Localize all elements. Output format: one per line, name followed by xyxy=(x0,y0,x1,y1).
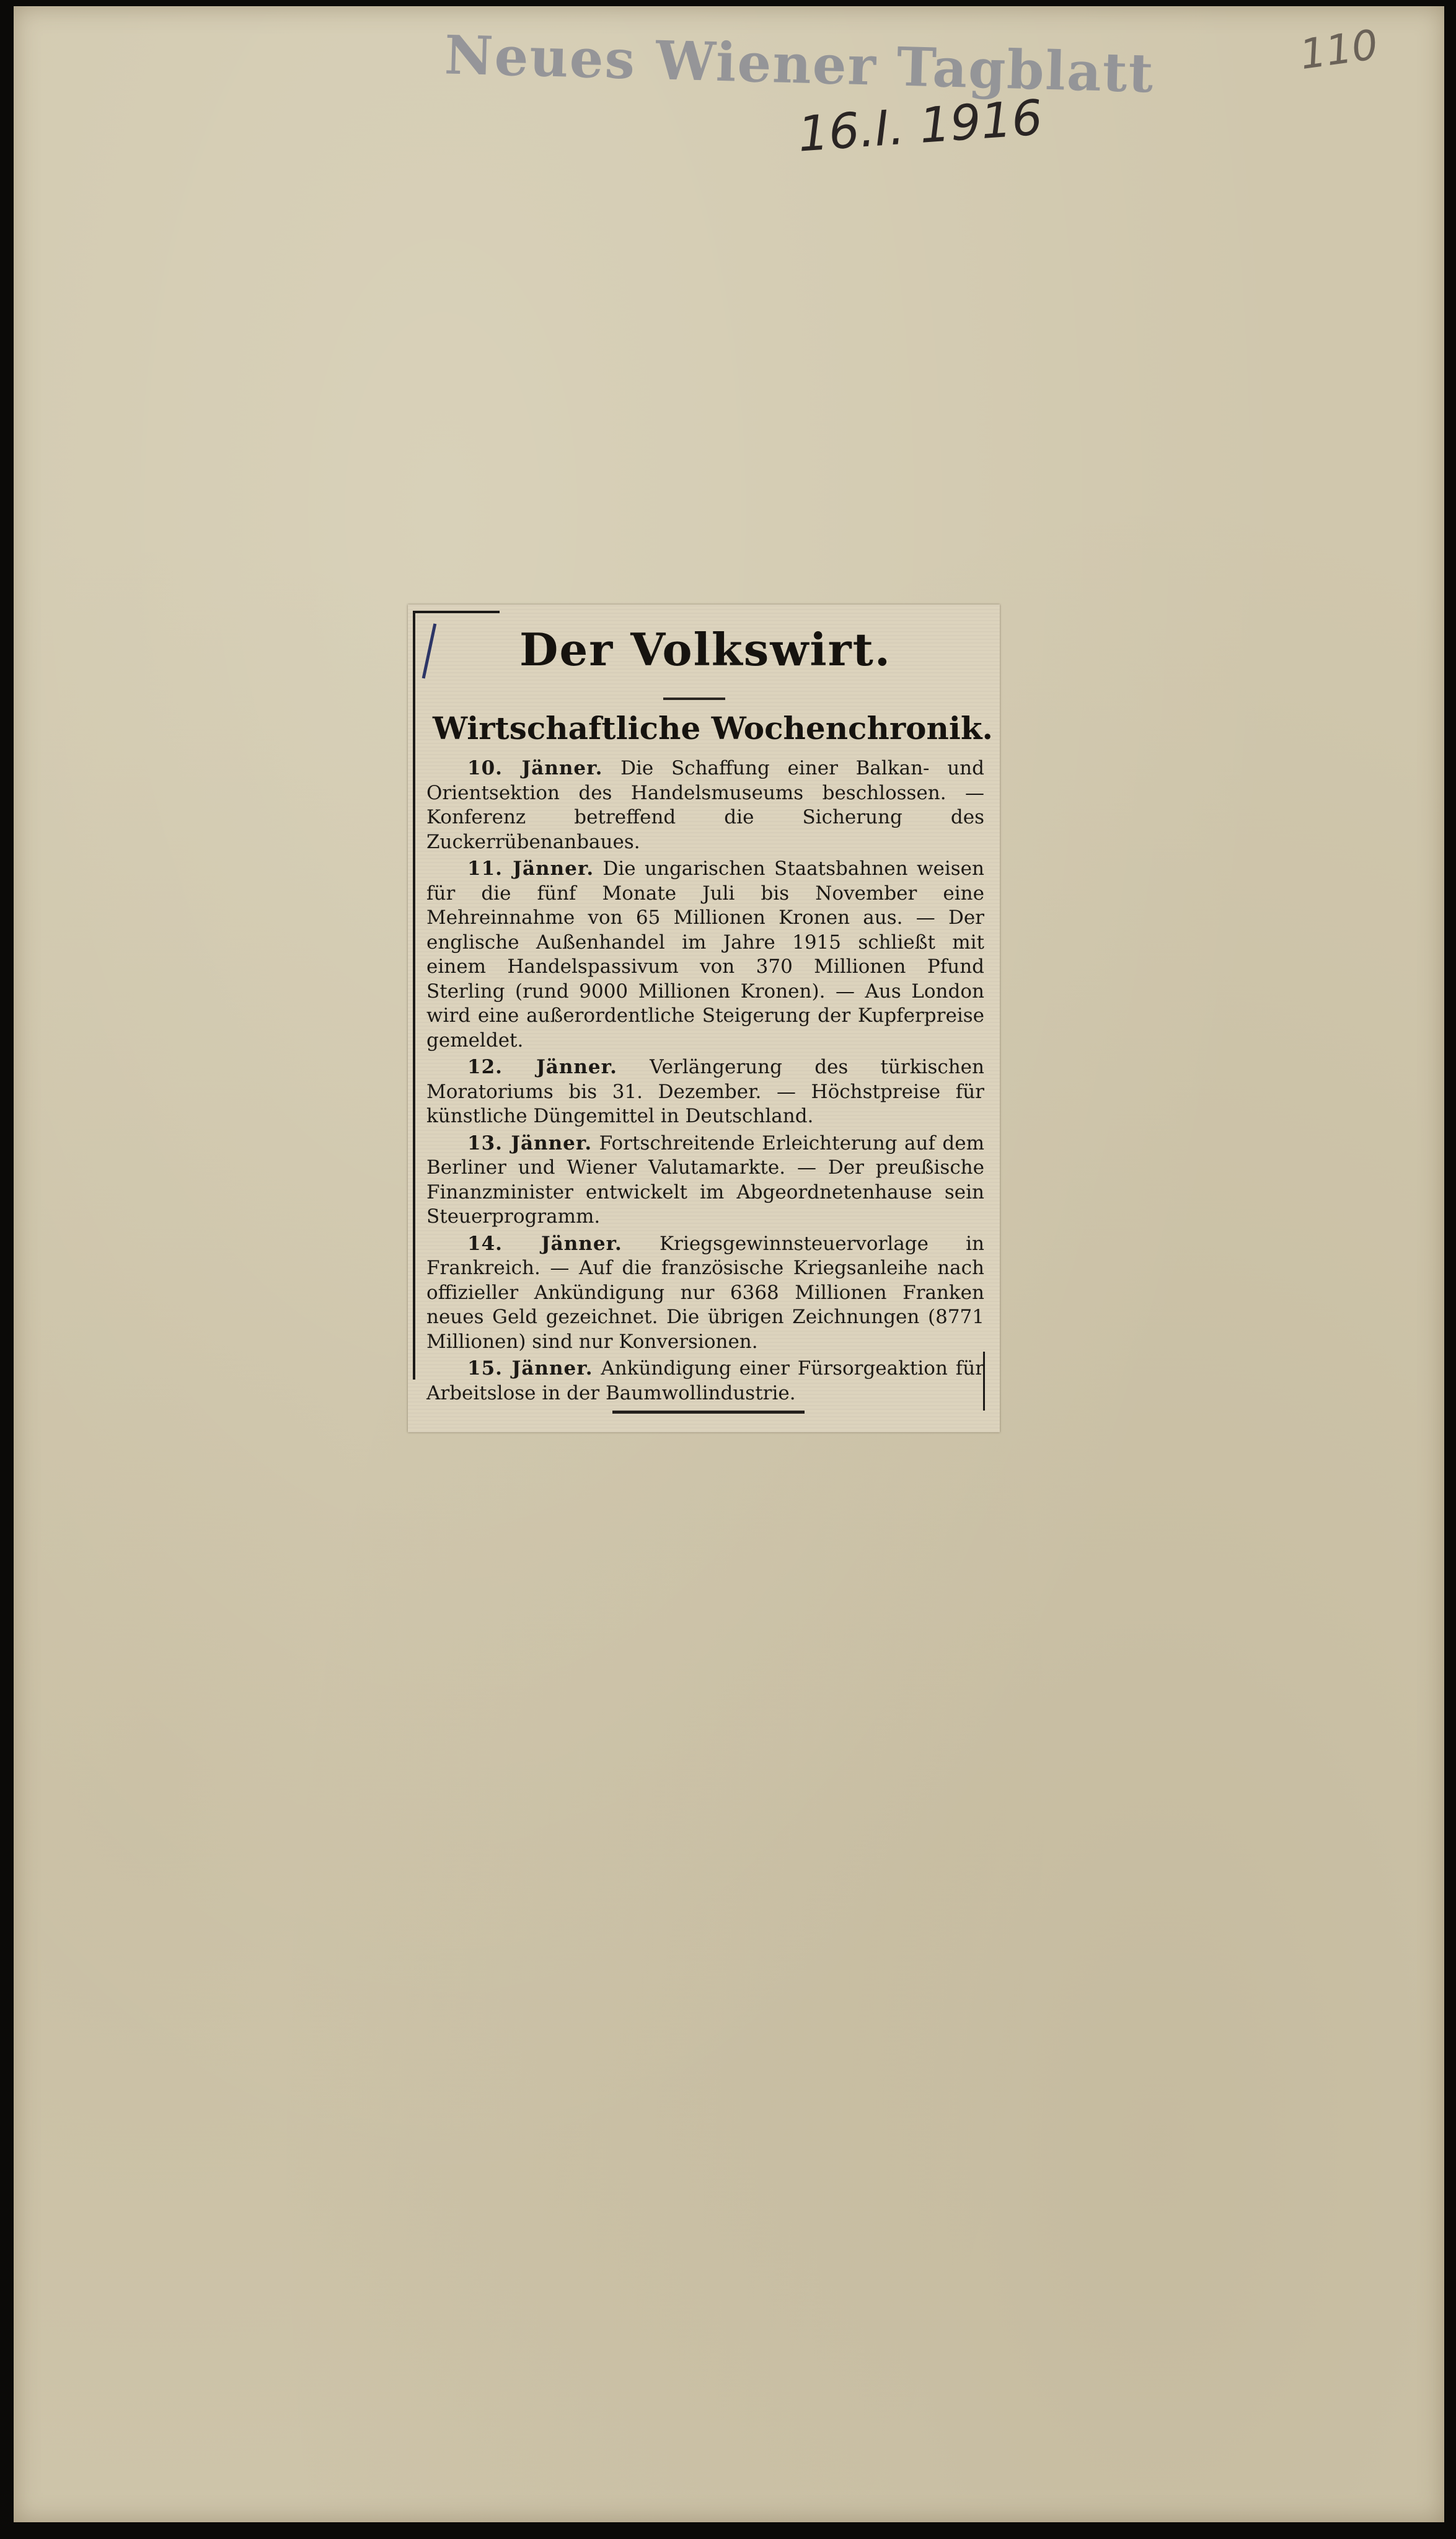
entry-text: Die Schaffung einer Balkan- und Orientsektion des Handelsmuseums beschlossen. — Konferenz betreffend die Sicherung des Zuckerrübenanbaues. xyxy=(426,757,984,853)
chronicle-entry xyxy=(426,1357,984,1406)
entry-text: Verlängerung des türkischen Moratoriums bis 31. Dezember. — Höchstpreise für künstliche Düngemittel in Deutschland. xyxy=(426,1056,984,1127)
chronicle-entry xyxy=(426,1132,984,1230)
folio-number: 110 xyxy=(1297,20,1381,79)
chronicle-entry xyxy=(426,1055,984,1129)
newspaper-stamp: Neues Wiener Tagblatt xyxy=(443,24,1155,105)
newspaper-clipping xyxy=(408,605,1000,1432)
entry-text: Die ungarischen Staatsbahnen weisen für die fünf Monate Juli bis November eine Mehreinnahme von 65 Millionen Kronen aus. — Der englische Außenhandel im Jahre 1915 schließt mit einem Handelspassivum von 370 Millionen Pfund Sterling (rund 9000 Millionen Kronen). — Aus London wird eine außerordentliche Steigerung der Kupferpreise gemeldet. xyxy=(426,857,984,1052)
entry-date: 15. Jänner. xyxy=(467,1357,593,1380)
clipping-bottom-rule xyxy=(612,1411,805,1414)
chronicle-entry xyxy=(426,1232,984,1355)
entry-date: 12. Jänner. xyxy=(467,1056,617,1078)
entry-text: Kriegsgewinnsteuervorlage in Frankreich. — Auf die französische Kriegsanleihe nach offizieller Ankündigung nur 6368 Millionen Franken neues Geld gezeichnet. Die übrigen Zeichnungen (8771 Millionen) sind nur Konversionen. xyxy=(426,1232,985,1353)
clipping-top-rule xyxy=(413,611,500,613)
clipping-subheading: Wirtschaftliche Wochenchronik. xyxy=(433,710,993,747)
entry-date: 14. Jänner. xyxy=(467,1232,622,1255)
entry-date: 13. Jänner. xyxy=(467,1132,593,1154)
clipping-heading: Der Volkswirt. xyxy=(519,623,891,676)
chronicle-entries xyxy=(426,756,984,1408)
clipping-left-rule xyxy=(413,611,415,1380)
entry-text: Fortschreitende Erleichterung auf dem Berliner und Wiener Valutamarkte. — Der preußische Finanzminister entwickelt im Abgeordnetenhause sein Steuerprogramm. xyxy=(426,1132,984,1228)
chronicle-entry xyxy=(426,857,984,1053)
heading-divider xyxy=(663,698,725,700)
handwritten-date: 16.I. 1916 xyxy=(796,90,1044,163)
entry-date: 10. Jänner. xyxy=(467,757,603,779)
entry-date: 11. Jänner. xyxy=(467,857,594,880)
chronicle-entry xyxy=(426,756,984,854)
archive-sheet xyxy=(14,6,1444,2522)
entry-text: Ankündigung einer Fürsorgeaktion für Arbeitslose in der Baumwollindustrie. xyxy=(426,1357,984,1404)
